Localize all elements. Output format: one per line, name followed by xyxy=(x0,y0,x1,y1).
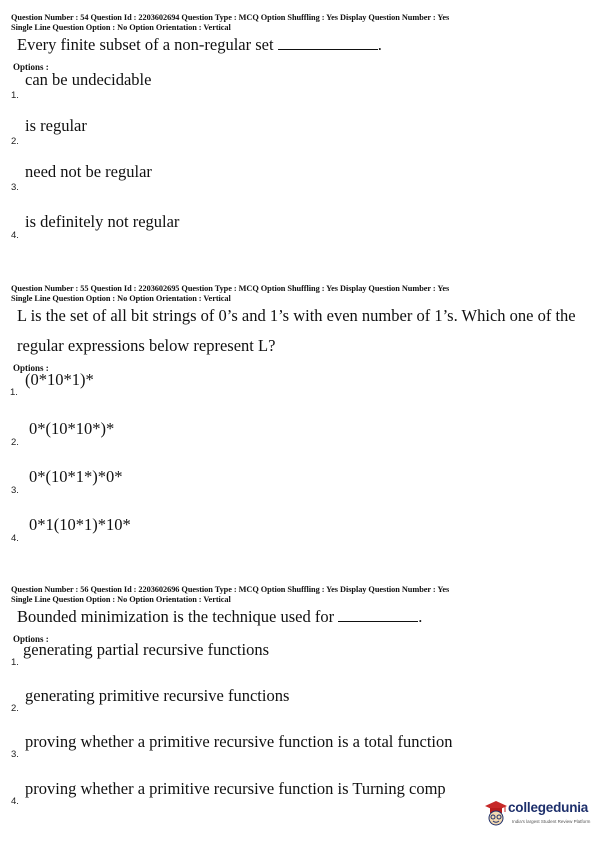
question-54 xyxy=(11,13,586,256)
question-stem: Every finite subset of a non-regular set . xyxy=(17,35,382,55)
brand-name: collegedunia xyxy=(508,800,589,815)
option-3[interactable]: 0*(10*1*)*0* 3. xyxy=(11,467,123,497)
brand-tagline: India's largest Student Review Platform xyxy=(512,819,591,824)
answer-blank xyxy=(338,621,418,622)
question-56 xyxy=(11,585,589,828)
option-4[interactable]: 0*1(10*1)*10* 4. xyxy=(11,515,131,545)
option-3[interactable]: need not be regular 3. xyxy=(11,162,152,194)
option-3[interactable]: proving whether a primitive recursive function is a total function 3. xyxy=(11,732,453,761)
option-2[interactable]: is regular 2. xyxy=(11,116,87,148)
options-label: Options : xyxy=(13,62,49,73)
collegedunia-logo xyxy=(484,797,590,833)
question-stem: Bounded minimization is the technique used for . xyxy=(17,607,423,627)
option-4[interactable]: proving whether a primitive recursive function is Turning comp 4. xyxy=(11,779,446,808)
options-label: Options : xyxy=(13,363,49,374)
question-55 xyxy=(11,284,586,557)
option-2[interactable]: generating primitive recursive functions 2. xyxy=(11,686,290,715)
option-1[interactable]: (0*10*1)* 1. xyxy=(10,370,94,399)
option-1[interactable]: can be undecidable 1. xyxy=(11,70,152,102)
answer-blank xyxy=(278,49,378,50)
option-4[interactable]: is definitely not regular 4. xyxy=(11,212,180,242)
question-stem-line-2: regular expressions below represent L? xyxy=(17,336,276,356)
option-2[interactable]: 0*(10*10*)* 2. xyxy=(11,419,115,449)
question-header-options: Single Line Question Option : No Option Orientation : Vertical xyxy=(11,293,231,303)
options-list xyxy=(11,72,586,256)
question-header: Question Number : 55 Question Id : 2203602695 Question Type : MCQ Option Shuffling : Yes Display Question Number : Yes xyxy=(11,284,450,293)
question-header-options: Single Line Question Option : No Option Orientation : Vertical xyxy=(11,22,231,32)
question-stem-line-1: L is the set of all bit strings of 0’s and 1’s with even number of 1’s. Which one of the xyxy=(17,306,576,326)
option-1[interactable]: generating partial recursive functions 1. xyxy=(11,640,270,669)
options-label: Options : xyxy=(13,634,49,645)
question-header: Question Number : 54 Question Id : 2203602694 Question Type : MCQ Option Shuffling : Yes Display Question Number : Yes xyxy=(11,13,450,22)
options-list xyxy=(10,370,586,557)
question-header: Question Number : 56 Question Id : 2203602696 Question Type : MCQ Option Shuffling : Yes Display Question Number : Yes xyxy=(11,585,450,594)
graduate-cap-icon xyxy=(484,799,508,829)
question-header-options: Single Line Question Option : No Option Orientation : Vertical xyxy=(11,594,231,604)
